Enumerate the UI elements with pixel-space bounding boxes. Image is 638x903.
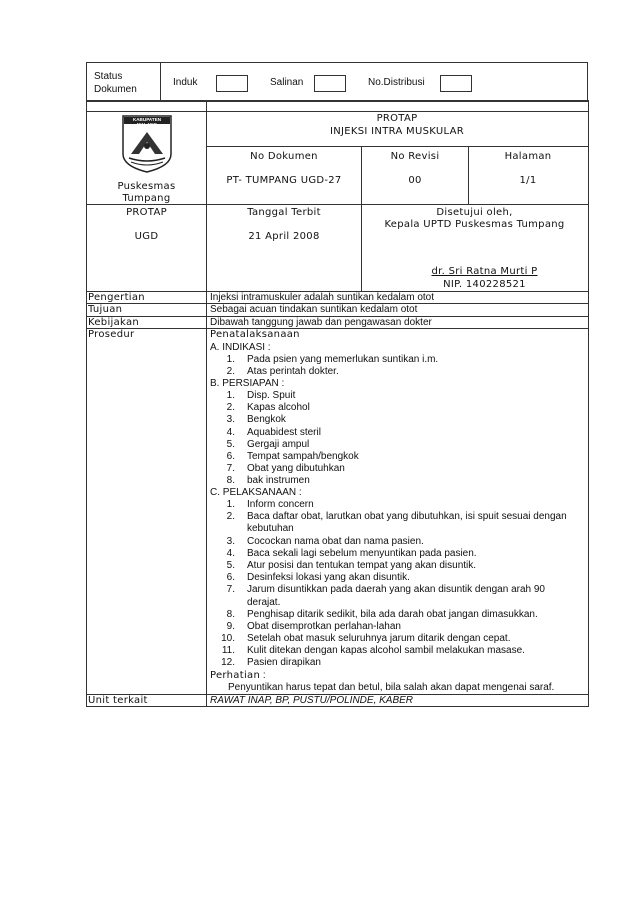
pengertian-value: Injeksi intramuskuler adalah suntikan kedalam otot: [210, 292, 435, 303]
logo-text: KABUPATEN MALANG: [132, 117, 162, 127]
kebijakan-label: Kebijakan: [88, 317, 140, 328]
perhatian-heading: [210, 670, 266, 681]
pengertian-label: Pengertian: [88, 292, 145, 303]
rule: [206, 100, 207, 706]
rule: [86, 111, 588, 112]
perhatian-text: Penyuntikan harus tepat dan betul, bila salah akan dapat mengenai saraf.: [228, 682, 555, 693]
section-a-title: A. INDIKASI :: [210, 342, 271, 353]
unit-terkait-value: RAWAT INAP, BP, PUSTU/POLINDE, KABER: [210, 695, 414, 706]
induk-checkbox[interactable]: [216, 75, 248, 92]
tujuan-value: Sebagai acuan tindakan suntikan kedalam otot: [210, 304, 418, 315]
status-label: Status Dokumen: [94, 71, 137, 95]
signer-nip: NIP. 140228521: [443, 279, 526, 290]
halaman-label: Halaman: [504, 151, 552, 162]
section-b-title: B. PERSIAPAN :: [210, 378, 285, 389]
perhatian-colon: :: [260, 670, 266, 681]
puskesmas-label: Puskesmas: [117, 181, 176, 192]
no-revisi-value: 00: [408, 175, 422, 186]
salinan-checkbox[interactable]: [314, 75, 346, 92]
left-ugd-label: UGD: [134, 231, 159, 242]
tanggal-terbit-label: Tanggal Terbit: [247, 207, 321, 218]
left-protap-label: PROTAP: [126, 207, 167, 218]
tujuan-label: Tujuan: [88, 304, 123, 315]
no-dokumen-value: PT- TUMPANG UGD-27: [226, 175, 342, 186]
salinan-label: Salinan: [270, 77, 304, 88]
rule: [86, 204, 588, 205]
distribusi-label: No.Distribusi: [368, 77, 425, 88]
no-revisi-label: No Revisi: [390, 151, 440, 162]
signer-name: dr. Sri Ratna Murti P: [431, 266, 538, 277]
section-c-title: C. PELAKSANAAN :: [210, 487, 302, 498]
kepala-label: Kepala UPTD Puskesmas Tumpang: [384, 219, 565, 230]
induk-label: Induk: [173, 77, 198, 88]
no-dokumen-label: No Dokumen: [250, 151, 318, 162]
rule: [206, 146, 588, 147]
protap-subtitle: INJEKSI INTRA MUSKULAR: [330, 126, 464, 137]
header-divider: [160, 63, 161, 101]
rule: [86, 328, 588, 329]
tumpang-label: Tumpang: [122, 193, 171, 204]
penatalaksanaan-heading: Penatalaksanaan: [210, 329, 300, 340]
tanggal-terbit-value: 21 April 2008: [248, 231, 320, 242]
perhatian-label: Perhatian: [210, 670, 261, 681]
distribusi-checkbox[interactable]: [440, 75, 472, 92]
protap-title: PROTAP: [376, 113, 418, 124]
kabupaten-malang-logo: [121, 114, 173, 174]
disetujui-label: Disetujui oleh,: [436, 207, 513, 218]
document-status-header: [86, 62, 588, 102]
kebijakan-value: Dibawah tanggung jawab dan pengawasan dokter: [210, 317, 432, 328]
halaman-value: 1/1: [519, 175, 537, 186]
prosedur-label: Prosedur: [88, 329, 135, 340]
unit-terkait-label: Unit terkait: [88, 695, 148, 706]
